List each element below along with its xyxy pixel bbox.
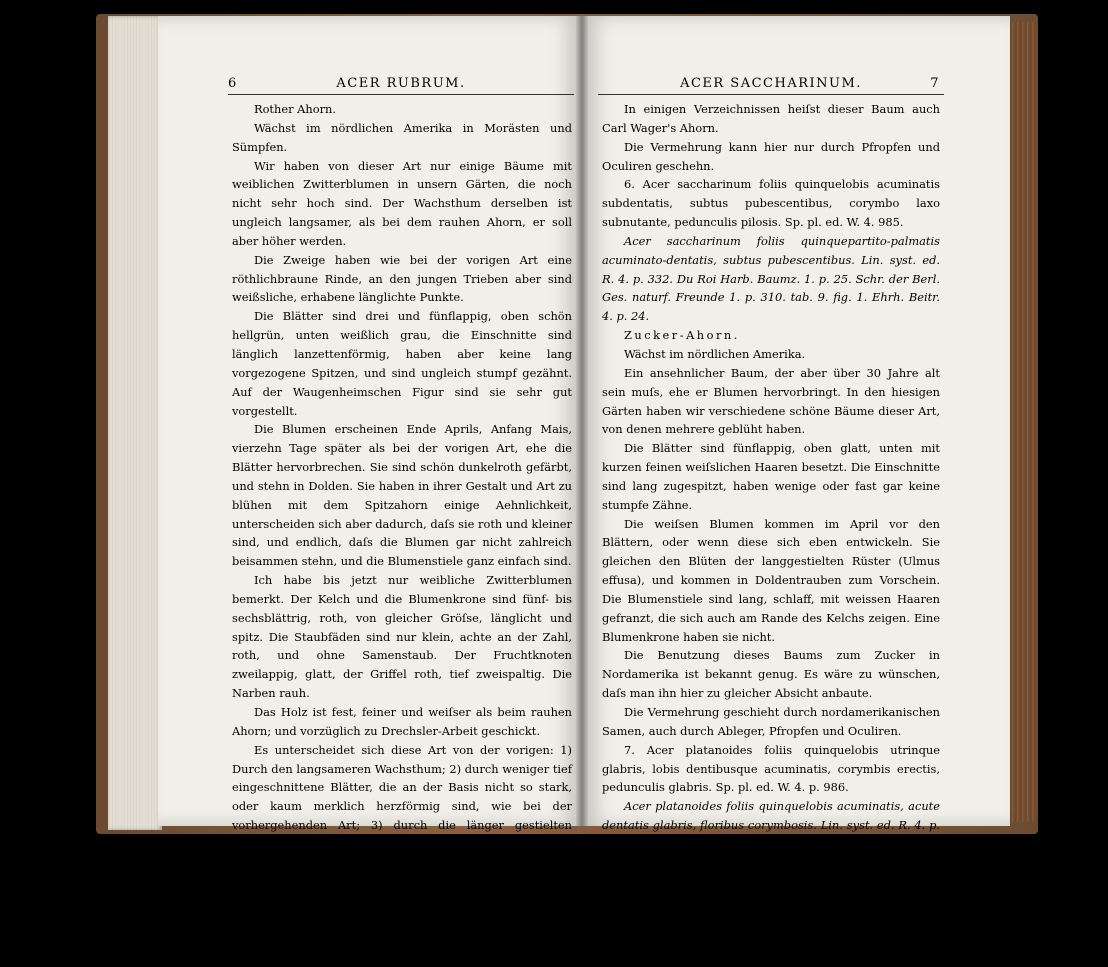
- paragraph: Acer laciniatum foliis quinquepartito-palmatis laciniatis, basi: [602, 912, 940, 946]
- paragraph: Wir haben von dieser Art nur einige Bäume mit weiblichen Zwitterblumen in unsern Gärten, die noch nicht sehr hoch sind. Der Wachsthum derselben ist ungleich langsamer, als bei dem rauhen Ahorn, er soll aber höher werden.: [232, 158, 572, 248]
- paragraph: Wächst im nördlichen Amerika in Morästen und Sümpfen.: [232, 120, 572, 154]
- left-running-head: [228, 72, 574, 95]
- right-running-head: [598, 72, 944, 95]
- right-page-number: 7: [930, 76, 940, 91]
- paragraph: Das Holz ist fest, feiner und weiſser als beim rauhen Ahorn; und vorzüglich zu Drechsler-Arbeit geschickt.: [232, 705, 572, 738]
- right-page-body: [602, 100, 940, 948]
- paragraph: 7. Acer platanoides foliis quinquelobis utrinque glabris, lobis dentibusque acuminatis, corymbis erectis, pedunculis glabris. Sp. pl. ed. W. 4. p. 986.: [602, 742, 940, 795]
- left-page-title: ACER RUBRUM.: [336, 76, 466, 91]
- paragraph: Die weiſsen Blumen kommen im April vor den Blättern, oder wenn diese sich eben entwickeln. Sie gleichen den Blüten der langgestielten Rüster (Ulmus effusa), und kommen in Doldentrauben zum Vorschein. Die Blumenstiele sind lang, schlaff, mit weissen Haaren gefranzt, die sich auch am Rande des Kelchs zeigen. Eine Blumenkrone haben sie nicht.: [602, 516, 940, 644]
- left-page-body: [232, 100, 572, 967]
- paragraph: Ich habe bis jetzt nur weibliche Zwitterblumen bemerkt. Der Kelch und die Blumenkrone sind fünf- bis sechsblättrig, roth, von gleicher Gröſse, länglicht und spitz. Die Staubfäden sind nur klein, achte an der Zahl, roth, und ohne Samenstaub. Der Fruchtknoten zweilappig, glatt, der Griffel roth, tief zweispaltig. Die Narben rauh.: [232, 573, 572, 701]
- paragraph: Acer saccharinum foliis quinquepartito-palmatis acuminato-dentatis, subtus pubescentibus. Lin. syst. ed. R. 4. p. 332. Du Roi Harb. Baumz. 1. p. 25. Schr. der Berl. Ges. naturf. Freunde 1. p. 310. tab. 9. fig. 1. Ehrh. Beitr. 4. p. 24.: [602, 233, 940, 324]
- paragraph: Die Vermehrung geschieht durch nordamerikanischen Samen, auch durch Ableger, Pfropfen und Oculiren.: [602, 705, 940, 738]
- paragraph: Die Blumen erscheinen Ende Aprils, Anfang Mais, vierzehn Tage später als bei der vorigen Art, ehe die Blätter hervorbrechen. Sie sind schön dunkelroth gefärbt, und stehn in Dolden. Sie haben in ihrer Gestalt und Art zu blühen mit dem Spitzahorn einige Aehnlichkeit, unterscheiden sich aber dadurch, daſs sie roth und kleiner sind, und endlich, daſs die Blumen gar nicht zahlreich beisammen stehn, und die Blumenstiele ganz einfach sind.: [232, 422, 572, 569]
- paragraph: Ein ansehnlicher Baum, der aber über 30 Jahre alt sein muſs, ehe er Blumen hervorbringt. In den hiesigen Gärten haben wir verschiedene schöne Bäume dieser Art, von denen mehrere geblüht haben.: [602, 365, 940, 437]
- paragraph: Wächst im nördlichen Amerika.: [624, 346, 806, 361]
- paragraph: β Acer platanoides laciniatum. Aiton Kewens. 3. p. 435.: [602, 874, 940, 908]
- paragraph: Die Blätter sind fünflappig, oben glatt, unten mit kurzen feinen weiſslichen Haaren besetzt. Die Einschnitte sind lang zugespitzt, haben wenige oder fast gar keine stumpfe Zähne.: [602, 441, 940, 512]
- paragraph: Es unterscheidet sich diese Art von der vorigen: 1) Durch den langsameren Wachsthum; 2) durch weniger tief eingeschnittene Blätter, die an der Basis nicht so stark, oder kaum merklich herzförmig sind, wie bei der vorhergehenden Art; 3) durch die länger gestielten Blumen, die schön roth sind; 4) dadurch, daſs der Kelch mit der Blumenkrone gleiche Gröſse hat, und daſs die Blumenblätter spitzig sind; 5) durch den glatten Fruchtknoten; 6) daſs die Flügel an der Frucht weit von einander stehn; 7) endlich, daſs die jüngern Zweige mit erhabenen weiſsen Punkten, oder vielmehr Strichen versehn sind.: [232, 742, 572, 964]
- paragraph: Acer platanoides foliis quinquelobis acuminatis, acute dentatis glabris, floribus corymbosis. Lin. syst. ed. R. 4. p. 332. Du Roi Harb. Baumz. 1. p. 17. Reitter und Abel Abbild. tab. 14.: [602, 799, 940, 870]
- paragraph: Zucker-Ahorn.: [624, 328, 740, 343]
- paragraph: Die Zweige haben wie bei der vorigen Art eine röthlichbraune Rinde, an den jungen Trieben aber sind weißsliche, erhabene länglichte Punkte.: [232, 252, 572, 305]
- right-page-title: ACER SACCHARINUM.: [680, 76, 862, 91]
- left-page-number: 6: [228, 76, 238, 91]
- paragraph: Die Benutzung dieses Baums zum Zucker in Nordamerika ist bekannt genug. Es wäre zu wünschen, daſs man ihn hier zu gleicher Absicht anbaute.: [602, 648, 940, 701]
- book-gutter: [576, 16, 588, 826]
- page-edges-right: [1008, 22, 1034, 822]
- page-edges: [108, 16, 162, 830]
- paragraph: Die Blätter sind drei und fünflappig, oben schön hellgrün, unten weißlich grau, die Einschnitte sind länglich lanzettenförmig, haben aber keine lang vorgezogene Spitzen, und sind ungleich stumpf gezähnt. Auf der Waugenheimschen Figur sind sie sehr gut vorgestellt.: [232, 309, 572, 418]
- paragraph: Die Vermehrung kann hier nur durch Pfropfen und Oculiren geschehn.: [602, 139, 940, 173]
- paragraph: Rother Ahorn.: [254, 102, 336, 116]
- paragraph: 6. Acer saccharinum foliis quinquelobis acuminatis subdentatis, subtus pubescentibus, corymbo laxo subnutante, pedunculis pilosis. Sp. pl. ed. W. 4. 985.: [602, 177, 940, 230]
- paragraph: In einigen Verzeichnissen heiſst dieser Baum auch Carl Wager's Ahorn.: [602, 102, 940, 135]
